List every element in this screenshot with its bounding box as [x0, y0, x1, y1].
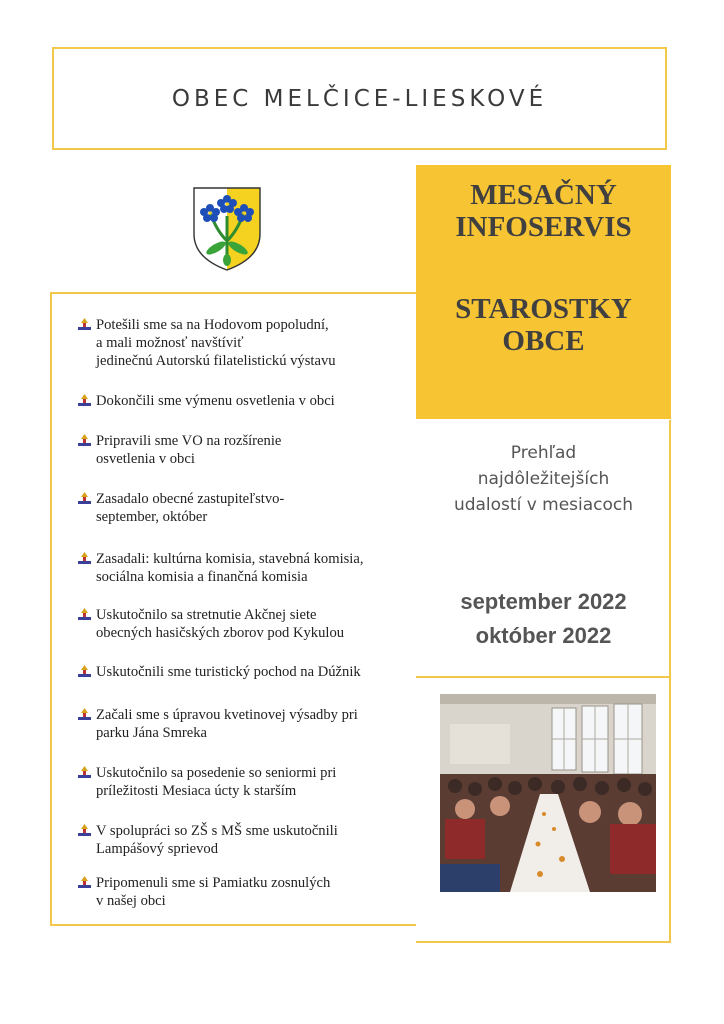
- bullet-arrow-icon: [78, 876, 91, 889]
- list-item-line: V spolupráci so ZŠ s MŠ sme uskutočnili: [96, 823, 338, 839]
- list-item: [96, 432, 404, 468]
- bullet-arrow-icon: [78, 318, 91, 331]
- list-item-line: Zasadali: kultúrna komisia, stavebná komisia,: [96, 551, 364, 567]
- municipality-title: OBEC MELČICE-LIESKOVÉ: [171, 85, 548, 112]
- bullet-arrow-icon: [78, 824, 91, 837]
- list-item-line: Pripomenuli sme si Pamiatku zosnulých: [96, 875, 331, 891]
- title-line-4: OBCE: [502, 325, 585, 357]
- title-box: [416, 165, 671, 419]
- list-item-line: obecných hasičských zborov pod Kykulou: [96, 625, 345, 641]
- list-item-line: a mali možnosť navštíviť: [96, 335, 244, 351]
- event-photo: [440, 694, 656, 892]
- title-line-1: MESAČNÝ: [470, 179, 617, 211]
- period-dates: [416, 585, 671, 653]
- bullet-arrow-icon: [78, 766, 91, 779]
- bullet-arrow-icon: [78, 552, 91, 565]
- list-item-line: Zasadalo obecné zastupiteľstvo-: [96, 491, 285, 507]
- coat-of-arms-icon: [192, 186, 262, 272]
- list-item-line: Začali sme s úpravou kvetinovej výsadby pri: [96, 707, 358, 723]
- list-item: [96, 764, 404, 800]
- list-item-line: Uskutočnili sme turistický pochod na Dúžnik: [96, 664, 361, 680]
- list-item-line: Dokončili sme výmenu osvetlenia v obci: [96, 393, 335, 409]
- bullet-arrow-icon: [78, 665, 91, 678]
- period-line-1: september 2022: [460, 589, 627, 614]
- list-item: [96, 606, 404, 642]
- header-box: [52, 47, 667, 150]
- list-item: [96, 392, 404, 410]
- list-item-line: v našej obci: [96, 893, 166, 909]
- title-line-2: INFOSERVIS: [455, 211, 632, 243]
- list-item-line: Uskutočnilo sa stretnutie Akčnej siete: [96, 607, 317, 623]
- list-item-line: osvetlenia v obci: [96, 451, 195, 467]
- list-item-line: Uskutočnilo sa posedenie so seniormi pri: [96, 765, 337, 781]
- list-item: [96, 663, 404, 681]
- list-item: [96, 822, 404, 858]
- list-item: [96, 490, 404, 526]
- overview-line-3: udalostí v mesiacoch: [453, 495, 634, 515]
- title-line-3: STAROSTKY: [455, 293, 632, 325]
- list-item-line: jedinečnú Autorskú filatelistickú výstavu: [96, 353, 336, 369]
- list-item-line: príležitosti Mesiaca úcty k starším: [96, 783, 297, 799]
- bullet-arrow-icon: [78, 492, 91, 505]
- overview-text: [416, 440, 671, 518]
- list-item: [96, 706, 404, 742]
- bullet-arrow-icon: [78, 708, 91, 721]
- list-item: [96, 874, 404, 910]
- list-item-line: Lampášový sprievod: [96, 841, 218, 857]
- period-line-2: október 2022: [475, 623, 612, 648]
- bullet-arrow-icon: [78, 608, 91, 621]
- bullet-arrow-icon: [78, 394, 91, 407]
- list-item-line: parku Jána Smreka: [96, 725, 208, 741]
- overview-line-2: najdôležitejších: [477, 469, 610, 489]
- list-item: [96, 550, 404, 586]
- bullet-arrow-icon: [78, 434, 91, 447]
- list-item-line: september, október: [96, 509, 208, 525]
- list-item-line: sociálna komisia a finančná komisia: [96, 569, 308, 585]
- list-item-line: Pripravili sme VO na rozšírenie: [96, 433, 282, 449]
- list-item: [96, 316, 404, 370]
- list-item-line: Potešili sme sa na Hodovom popoludní,: [96, 317, 329, 333]
- photo-divider: [416, 676, 671, 678]
- overview-line-1: Prehľad: [510, 443, 577, 463]
